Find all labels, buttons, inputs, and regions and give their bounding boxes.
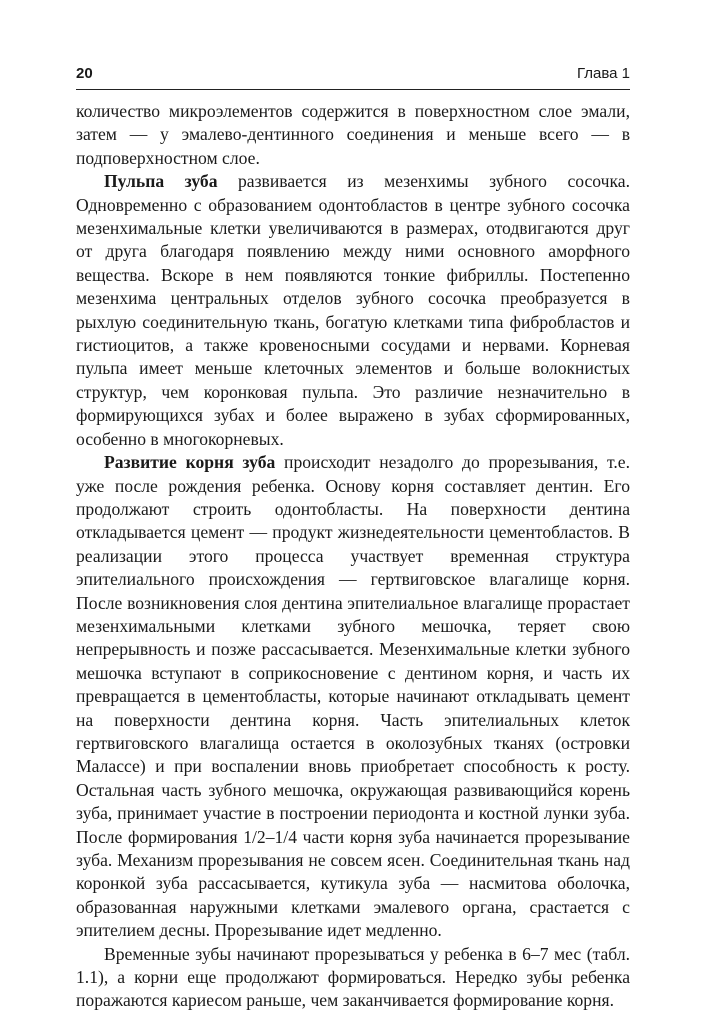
paragraph-enamel-continuation [76,100,630,170]
page-number: 20 [76,65,93,82]
main-text [76,100,630,1013]
book-page [76,64,630,1013]
paragraph-temporary-teeth [76,943,630,1013]
paragraph-text: развивается из мезенхимы зубного сосочка. Одновременно с образованием одонтобластов в центре зубного сосочка мезенхимальные клетки увеличиваются в размерах, отодвигаются друг от друга благодаря появлению между ними основного аморфного вещества. Вскоре в нем появляются тонкие фибриллы. Постепенно мезенхима центральных отделов зубного сосочка преобразуется в рыхлую соединительную ткань, богатую клетками типа фибробластов и гистиоцитов, а также кровеносными сосудами и нервами. Корневая пульпа имеет меньше клеточных элементов и больше волокнистых структур, чем коронковая пульпа. Это различие незначительно в формирующихся зубах и более выражено в зубах сформированных, особенно в многокорневых. [76,171,630,449]
chapter-title: Глава 1 [576,65,630,82]
paragraph-pulp [76,170,630,451]
paragraph-text: происходит незадолго до прорезывания, т.е. уже после рождения ребенка. Основу корня составляет дентин. Его продолжают строить одонтобласты. На поверхности дентина откладывается цемент — продукт жизнедеятельности цементобластов. В реализации этого процесса участвует временная структура эпителиального происхождения — гертвиговское влагалище корня. После возникновения слоя дентина эпителиальное влагалище прорастает мезенхимальными клетками зубного мешочка, теряет свою непрерывность и позже рассасывается. Мезенхимальные клетки зубного мешочка вступают в соприкосновение с дентином корня, и часть их превращается в цементобласты, которые начинают откладывать цемент на поверхности дентина корня. Часть эпителиальных клеток гертвиговского влагалища остается в околозубных тканях (островки Малассе) и при воспалении вновь приобретает способность к росту. Остальная часть зубного мешочка, окружающая развивающийся корень зуба, принимает участие в построении периодонта и костной лунки зуба. После формирования 1/2–1/4 части корня зуба начинается прорезывание зуба. Механизм прорезывания не совсем ясен. Соединительная ткань над коронкой зуба рассасывается, кутикула зуба — насмитова оболочка, образованная наружными клетками эмалевого органа, срастается с эпителием десны. Прорезывание идет медленно. [76,452,630,941]
running-header [76,64,630,90]
paragraph-root-development [76,451,630,943]
paragraph-text: Временные зубы начинают прорезываться у ребенка в 6–7 мес (табл. 1.1), а корни еще продолжают формироваться. Нередко зубы ребенка поражаются кариесом раньше, чем заканчивается формирование корня. [76,943,630,1011]
term-root-development: Развитие корня зуба [104,452,276,473]
term-pulp: Пульпа зуба [104,171,218,192]
paragraph-text: количество микроэлементов содержится в поверхностном слое эмали, затем — у эмалево-дентинного соединения и меньше всего — в подповерхностном слое. [76,101,630,168]
